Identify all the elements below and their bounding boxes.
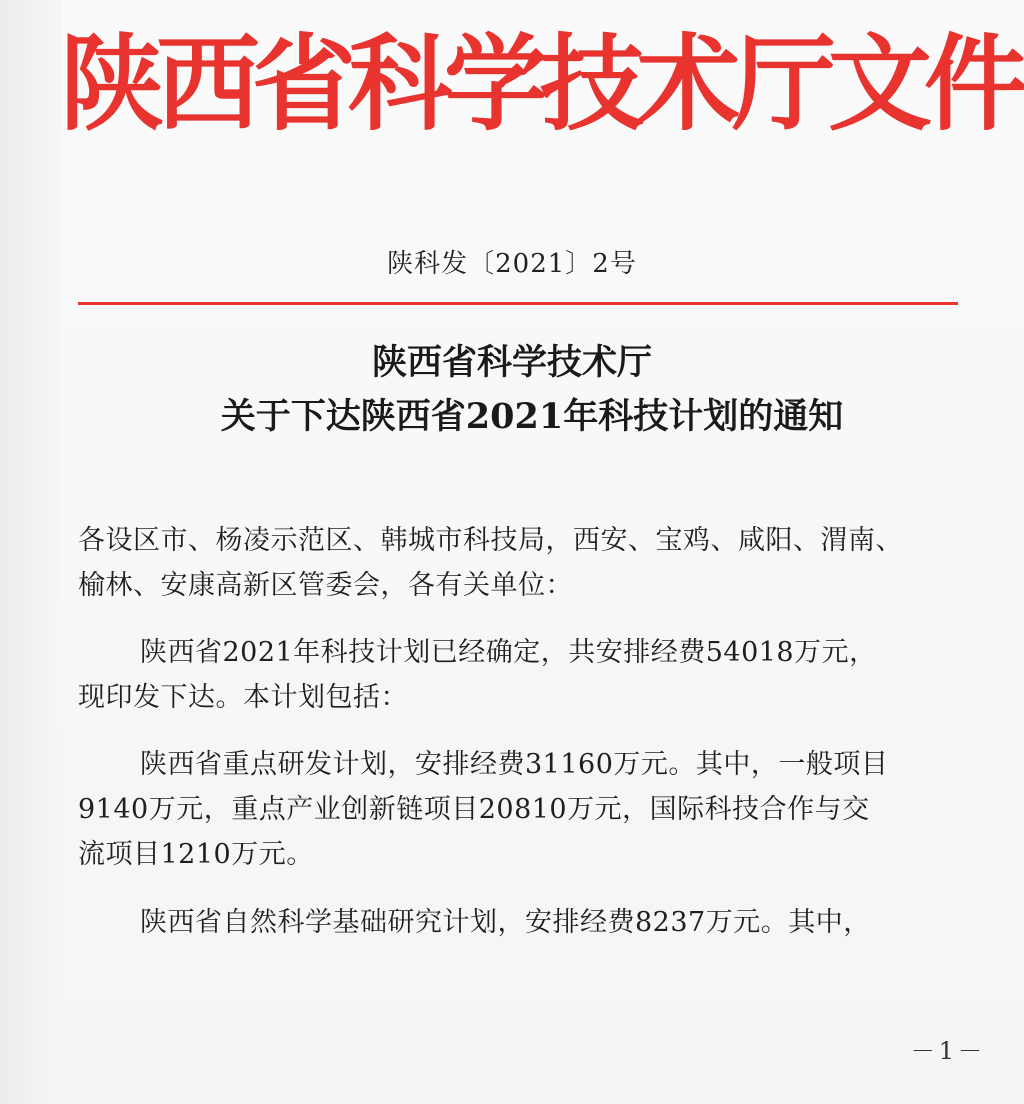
- paragraph-2-line-2: 9140万元，重点产业创新链项目20810万元，国际科技合作与交: [78, 794, 870, 825]
- page-edge-shadow: [0, 0, 62, 1104]
- red-separator-line: [78, 302, 958, 305]
- document-number: 陕科发〔2021〕2号: [387, 249, 637, 279]
- body-paragraph-2: [78, 742, 978, 877]
- paragraph-1-line-1: 陕西省2021年科技计划已经确定，共安排经费54018万元，: [140, 637, 877, 668]
- paragraph-1-line-2: 现印发下达。本计划包括：: [78, 682, 408, 713]
- recipients-line-1: 各设区市、杨凌示范区、韩城市科技局，西安、宝鸡、咸阳、渭南、: [78, 525, 903, 556]
- body-paragraph-3: [78, 900, 978, 945]
- body-paragraph-1: [78, 630, 978, 720]
- paragraph-2-line-1: 陕西省重点研发计划，安排经费31160万元。其中，一般项目: [140, 749, 889, 780]
- paragraph-3-line-1: 陕西省自然科学基础研究计划，安排经费8237万元。其中，: [140, 907, 871, 938]
- paragraph-2-line-3: 流项目1210万元。: [78, 839, 314, 870]
- recipients-line-2: 榆林、安康高新区管委会，各有关单位：: [78, 570, 573, 601]
- document-title-line-2: 关于下达陕西省2021年科技计划的通知: [220, 396, 844, 437]
- document-title-line-1: 陕西省科学技术厅: [371, 342, 652, 383]
- document-masthead: 陕西省科学技术厅文件: [60, 23, 1021, 145]
- page-number: －1－: [910, 1037, 986, 1065]
- recipients-paragraph: [78, 518, 978, 608]
